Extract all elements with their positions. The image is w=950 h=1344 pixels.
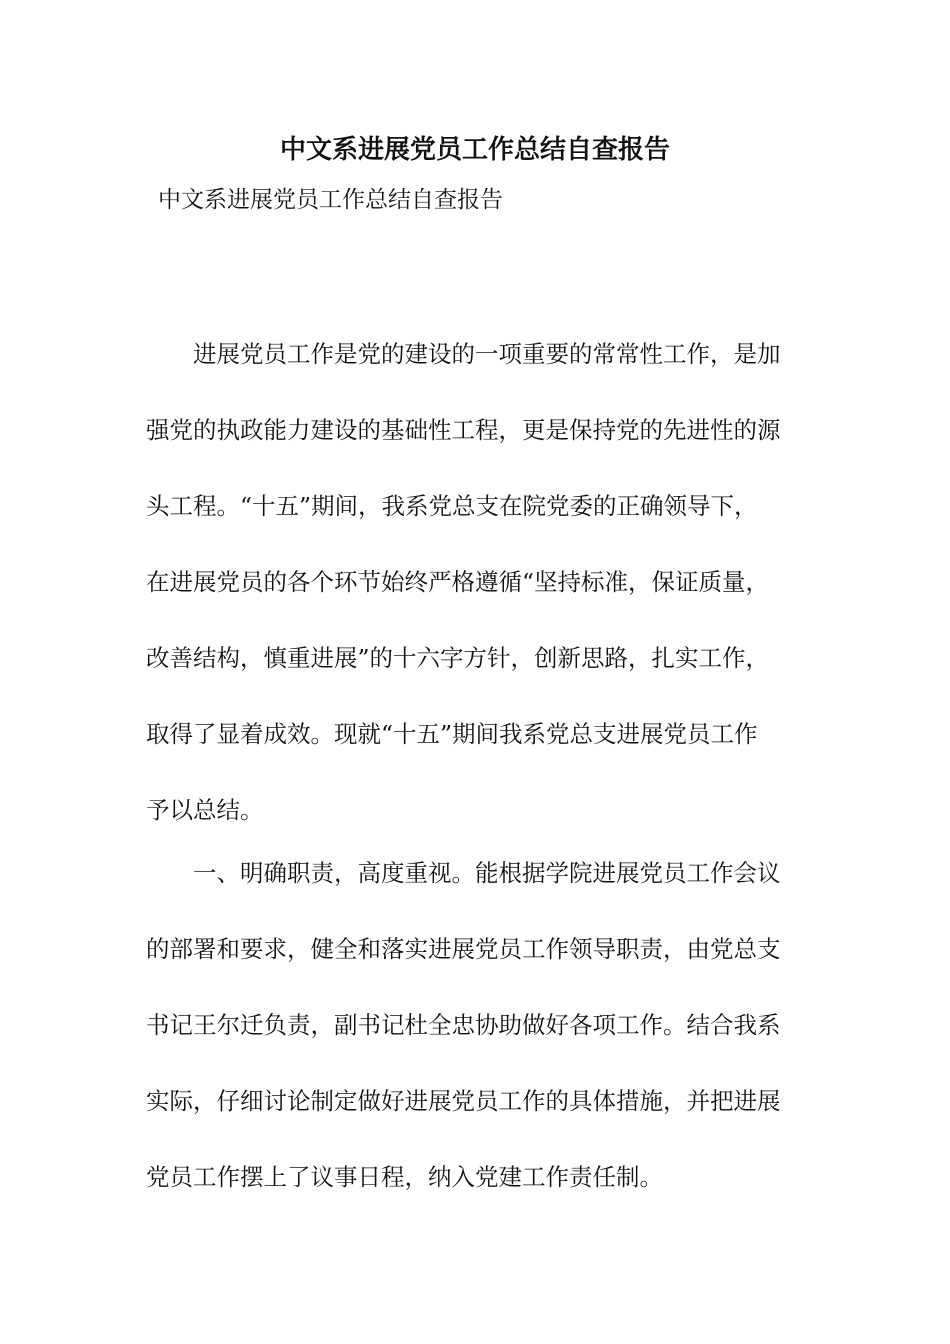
paragraph-line: 书记王尔迁负责，副书记杜全忠协助做好各项工作。结合我系 <box>146 1011 781 1039</box>
paragraph-line: 一、明确职责，高度重视。能根据学院进展党员工作会议 <box>193 859 781 887</box>
paragraph-line: 在进展党员的各个环节始终严格遵循“坚持标准，保证质量， <box>146 568 770 596</box>
paragraph-line: 改善结构，慎重进展”的十六字方针，创新思路，扎实工作， <box>146 644 770 672</box>
paragraph-line: 取得了显着成效。现就“十五”期间我系党总支进展党员工作 <box>146 720 758 748</box>
paragraph-line: 党员工作摆上了议事日程，纳入党建工作责任制。 <box>146 1163 663 1191</box>
document-subtitle: 中文系进展党员工作总结自查报告 <box>158 187 503 213</box>
paragraph-line: 予以总结。 <box>146 796 264 824</box>
paragraph-section-one <box>146 855 808 1235</box>
paragraph-line: 头工程。“十五”期间，我系党总支在院党委的正确领导下， <box>146 492 758 520</box>
paragraph-intro <box>146 336 808 868</box>
paragraph-line: 进展党员工作是党的建设的一项重要的常常性工作，是加 <box>193 340 781 368</box>
document-title: 中文系进展党员工作总结自查报告 <box>279 135 670 165</box>
paragraph-line: 的部署和要求，健全和落实进展党员工作领导职责，由党总支 <box>146 935 781 963</box>
paragraph-line: 实际，仔细讨论制定做好进展党员工作的具体措施，并把进展 <box>146 1087 781 1115</box>
paragraph-line: 强党的执政能力建设的基础性工程，更是保持党的先进性的源 <box>146 416 781 444</box>
